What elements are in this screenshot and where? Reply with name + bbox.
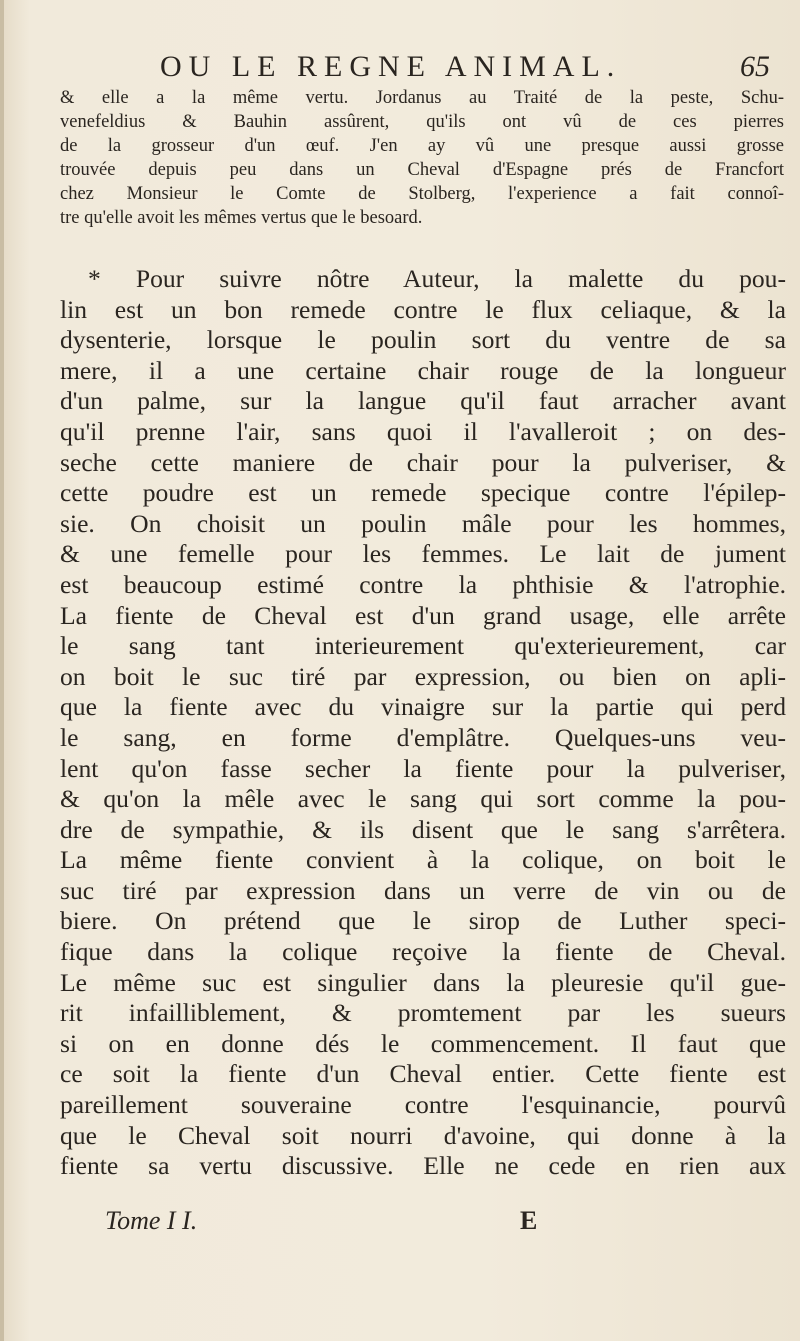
body-line: biere. On prétend que le sirop de Luther speci- <box>60 906 786 936</box>
body-line: La fiente de Cheval est d'un grand usage, elle arrête <box>60 600 786 630</box>
running-head <box>160 50 770 88</box>
body-line: fiente sa vertu discussive. Elle ne cede en rien aux <box>60 1151 786 1181</box>
note-line: chez Monsieur le Comte de Stolberg, l'experience a fait connoî- <box>60 184 784 204</box>
body-line: que la fiente avec du vinaigre sur la partie qui perd <box>60 692 786 722</box>
body-line: & une femelle pour les femmes. Le lait de jument <box>60 539 786 569</box>
body-line: & qu'on la mêle avec le sang qui sort comme la pou- <box>60 784 786 814</box>
body-line: si on en donne dés le commencement. Il faut que <box>60 1028 786 1058</box>
note-line: trouvée depuis peu dans un Cheval d'Espagne prés de Francfort <box>60 160 784 180</box>
body-line: seche cette maniere de chair pour la pulveriser, & <box>60 447 786 477</box>
body-line: mere, il a une certaine chair rouge de la longueur <box>60 355 786 385</box>
body-line: d'un palme, sur la langue qu'il faut arracher avant <box>60 386 786 416</box>
note-line: de la grosseur d'un œuf. J'en ay vû une presque aussi grosse <box>60 136 784 156</box>
body-line: La même fiente convient à la colique, on boit le <box>60 845 786 875</box>
note-line: venefeldius & Bauhin assûrent, qu'ils ont vû de ces pierres <box>60 112 784 132</box>
body-line: lent qu'on fasse secher la fiente pour la pulveriser, <box>60 753 786 783</box>
running-title: OU LE REGNE ANIMAL. <box>160 50 622 83</box>
signature-mark: E <box>520 1206 538 1235</box>
body-line: suc tiré par expression dans un verre de vin ou de <box>60 875 786 905</box>
main-paragraph <box>60 264 786 1182</box>
body-line: le sang tant interieurement qu'exterieurement, car <box>60 631 786 661</box>
body-line: le sang, en forme d'emplâtre. Quelques-uns veu- <box>60 722 786 752</box>
body-line: on boit le suc tiré par expression, ou bien on apli- <box>60 661 786 691</box>
body-line: cette poudre est un remede specique contre l'épilep- <box>60 478 786 508</box>
body-line: rit infailliblement, & promtement par les sueurs <box>60 998 786 1028</box>
body-line: sie. On choisit un poulin mâle pour les hommes, <box>60 508 786 538</box>
body-line: dysenterie, lorsque le poulin sort du ventre de sa <box>60 325 786 355</box>
body-line: lin est un bon remede contre le flux celiaque, & la <box>60 294 786 324</box>
body-line: Le même suc est singulier dans la pleuresie qu'il gue- <box>60 967 786 997</box>
page-footer <box>60 1206 786 1240</box>
note-line: tre qu'elle avoit les mêmes vertus que le besoard. <box>60 208 423 228</box>
volume-label: Tome I I. <box>105 1206 198 1235</box>
page-number: 65 <box>740 50 770 83</box>
footnote-block <box>60 86 784 230</box>
page-gutter <box>0 0 4 1341</box>
body-line: qu'il prenne l'air, sans quoi il l'avalleroit ; on des- <box>60 416 786 446</box>
body-line: que le Cheval soit nourri d'avoine, qui donne à la <box>60 1120 786 1150</box>
body-line: est beaucoup estimé contre la phthisie & l'atrophie. <box>60 569 786 599</box>
body-line: * Pour suivre nôtre Auteur, la malette du pou- <box>88 264 786 293</box>
note-line: & elle a la même vertu. Jordanus au Traité de la peste, Schu- <box>60 88 784 108</box>
body-line: ce soit la fiente d'un Cheval entier. Cette fiente est <box>60 1059 786 1089</box>
body-line: fique dans la colique reçoive la fiente de Cheval. <box>60 937 786 967</box>
body-line: pareillement souveraine contre l'esquinancie, pourvû <box>60 1090 786 1120</box>
body-line: dre de sympathie, & ils disent que le sang s'arrêtera. <box>60 814 786 844</box>
